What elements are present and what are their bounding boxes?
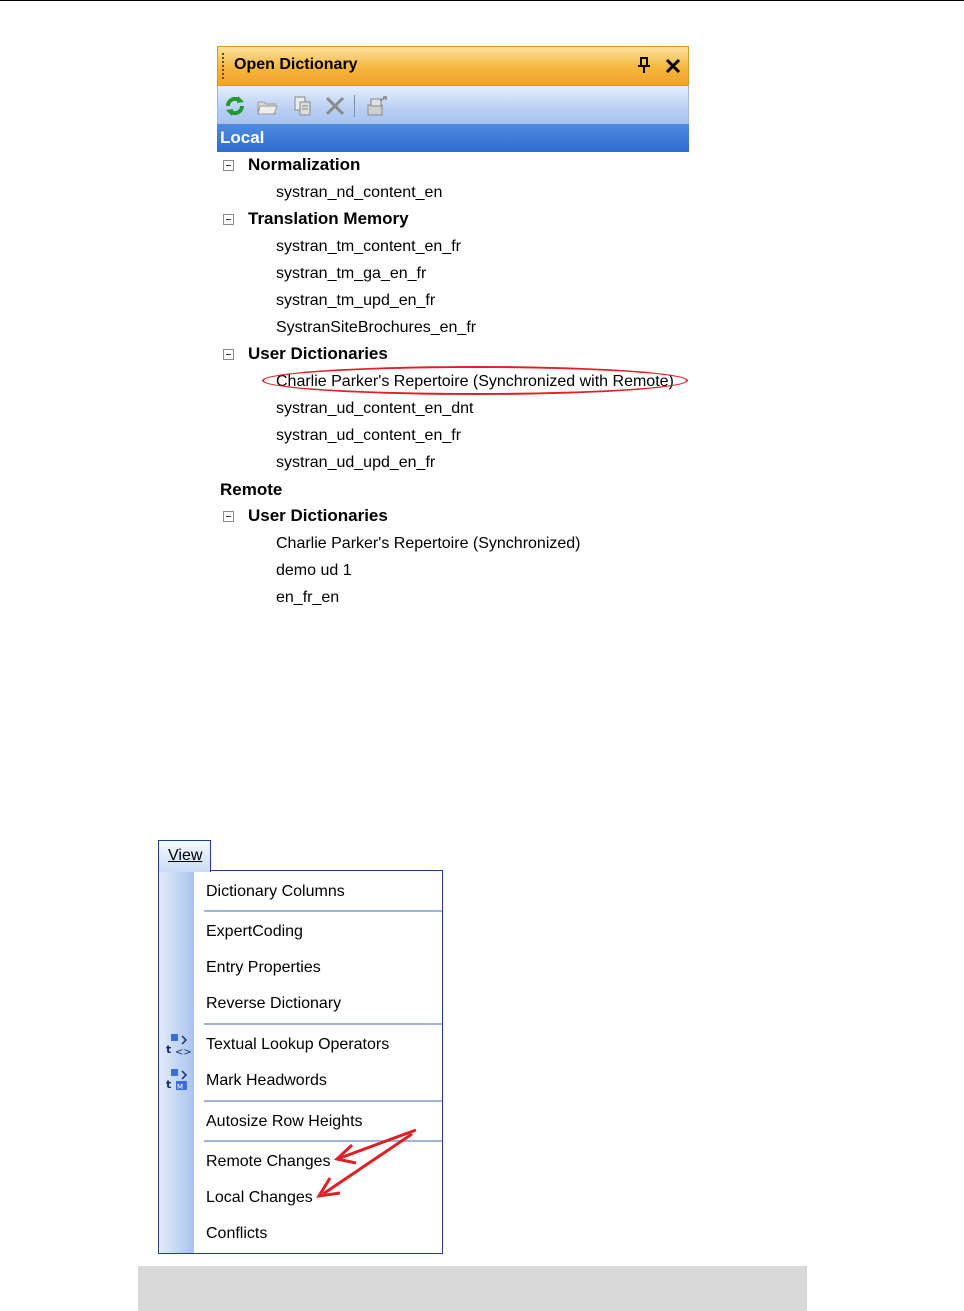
- collapse-icon[interactable]: [223, 511, 234, 522]
- tree-leaf[interactable]: SystranSiteBrochures_en_fr: [276, 319, 477, 336]
- caption-bar: [138, 1266, 807, 1311]
- textual-lookup-operators-icon: [165, 1033, 192, 1058]
- menu-item-textual-lookup-operators[interactable]: Textual Lookup Operators: [206, 1036, 390, 1053]
- collapse-icon[interactable]: [223, 160, 234, 171]
- menu-item-remote-changes[interactable]: Remote Changes: [206, 1153, 331, 1170]
- tree-leaf[interactable]: systran_ud_content_en_dnt: [276, 400, 474, 417]
- tree-leaf[interactable]: en_fr_en: [276, 589, 340, 606]
- menu-separator: [204, 1023, 442, 1025]
- collapse-icon[interactable]: [223, 214, 234, 225]
- pin-icon[interactable]: [636, 55, 652, 75]
- dictionary-tree: [217, 124, 689, 611]
- tree-leaf-highlighted[interactable]: Charlie Parker's Repertoire (Synchronized with Remote): [217, 368, 689, 395]
- menu-item-conflicts[interactable]: Conflicts: [206, 1225, 268, 1242]
- tree-leaf[interactable]: Charlie Parker's Repertoire (Synchronized): [276, 535, 581, 552]
- panel-toolbar: [217, 86, 689, 124]
- menu-separator: [204, 910, 442, 912]
- tree-leaf[interactable]: systran_tm_content_en_fr: [276, 238, 461, 255]
- mark-headwords-icon: [165, 1068, 189, 1092]
- menu-item-expert-coding[interactable]: ExpertCoding: [206, 923, 303, 940]
- delete-icon[interactable]: [324, 95, 346, 117]
- menu-separator: [204, 1140, 442, 1142]
- tree-group-translation-memory[interactable]: [217, 206, 689, 233]
- sync-icon[interactable]: [366, 95, 388, 117]
- menu-item-reverse-dictionary[interactable]: Reverse Dictionary: [206, 995, 342, 1012]
- menu-item-dictionary-columns[interactable]: Dictionary Columns: [206, 883, 345, 900]
- menu-item-autosize-row-heights[interactable]: Autosize Row Heights: [206, 1113, 363, 1130]
- tree-leaf[interactable]: systran_ud_content_en_fr: [276, 427, 462, 444]
- svg-text:t: t: [166, 1078, 172, 1091]
- tree-group-remote-user-dictionaries[interactable]: [217, 503, 689, 530]
- close-icon[interactable]: [664, 55, 682, 75]
- local-section-header[interactable]: Local: [217, 124, 689, 152]
- tree-leaf[interactable]: systran_nd_content_en: [276, 184, 443, 201]
- menu-item-local-changes[interactable]: Local Changes: [206, 1189, 313, 1206]
- tree-group-label: User Dictionaries: [248, 506, 388, 525]
- svg-text:<>: <>: [175, 1047, 192, 1058]
- refresh-icon[interactable]: [224, 95, 246, 117]
- tree-leaf[interactable]: systran_ud_upd_en_fr: [276, 454, 436, 471]
- tree-leaf[interactable]: systran_tm_ga_en_fr: [276, 265, 427, 282]
- tree-group-normalization[interactable]: [217, 152, 689, 179]
- tree-leaf[interactable]: systran_tm_upd_en_fr: [276, 292, 436, 309]
- copy-dictionary-icon[interactable]: [292, 95, 314, 117]
- tree-group-label: Normalization: [248, 155, 361, 174]
- menu-separator: [204, 1100, 442, 1102]
- drag-grip-icon[interactable]: [222, 53, 224, 81]
- toolbar-separator: [354, 95, 355, 117]
- remote-section-header[interactable]: Remote: [220, 480, 283, 499]
- tree-group-label: Translation Memory: [248, 209, 409, 228]
- collapse-icon[interactable]: [223, 349, 234, 360]
- view-menu-label: View: [168, 847, 203, 864]
- view-menu-dropdown: [158, 870, 443, 1254]
- menu-item-mark-headwords[interactable]: Mark Headwords: [206, 1072, 327, 1089]
- tree-leaf[interactable]: demo ud 1: [276, 562, 352, 579]
- svg-text:t: t: [166, 1043, 172, 1056]
- tree-group-label: User Dictionaries: [248, 344, 388, 363]
- menu-item-entry-properties[interactable]: Entry Properties: [206, 959, 321, 976]
- menu-icon-strip: [159, 871, 194, 1253]
- svg-text:M: M: [177, 1083, 184, 1091]
- open-folder-icon[interactable]: [256, 95, 278, 117]
- panel-title: Open Dictionary: [234, 56, 358, 73]
- open-dictionary-panel: [217, 46, 689, 611]
- panel-title-bar[interactable]: [217, 46, 689, 86]
- page-top-rule: [0, 0, 964, 1]
- view-menu-tab[interactable]: [158, 840, 211, 872]
- tree-group-user-dictionaries[interactable]: [217, 341, 689, 368]
